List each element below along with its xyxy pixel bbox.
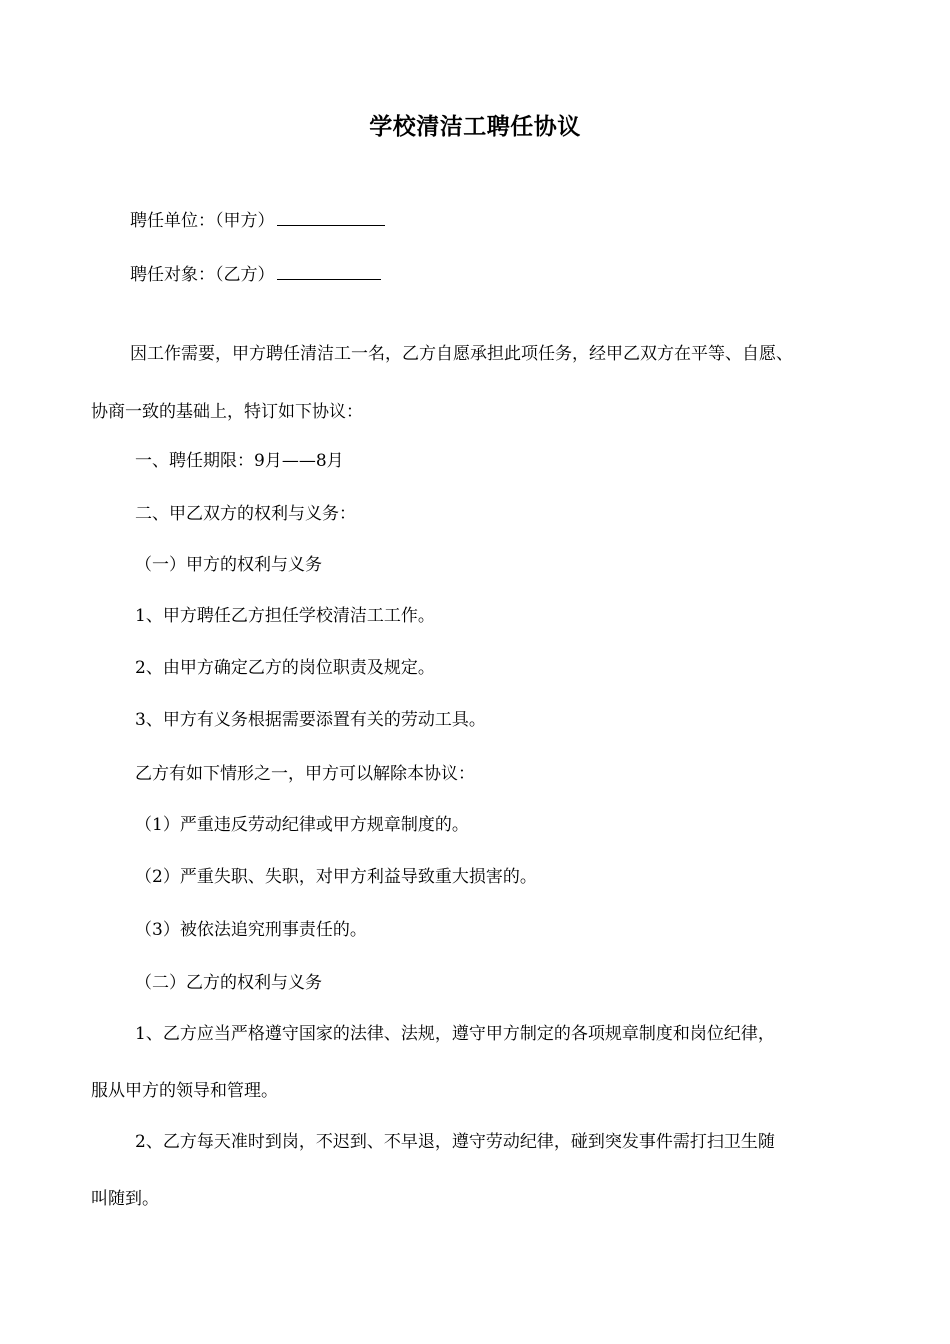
party-a-label: 聘任单位：（甲方） (130, 211, 275, 231)
sub-heading-party-a: （一）甲方的权利与义务 (135, 555, 322, 575)
intro-line-1: 因工作需要，甲方聘任清洁工一名，乙方自愿承担此项任务，经甲乙双方在平等、自愿、 (130, 344, 793, 364)
party-a-blank (277, 209, 385, 226)
party-b-item-1-line-1: 1、乙方应当严格遵守国家的法律、法规，遵守甲方制定的各项规章制度和岗位纪律， (135, 1024, 775, 1044)
termination-item-2: （2）严重失职、失职，对甲方利益导致重大损害的。 (135, 867, 537, 887)
party-b-label: 聘任对象：（乙方） (130, 265, 275, 285)
party-b-item-2-line-1: 2、乙方每天准时到岗，不迟到、不早退，遵守劳动纪律，碰到突发事件需打扫卫生随 (135, 1132, 775, 1152)
party-a-item-3: 3、甲方有义务根据需要添置有关的劳动工具。 (135, 710, 486, 730)
document-title: 学校清洁工聘任协议 (369, 114, 581, 140)
section-rights: 二、甲乙双方的权利与义务： (135, 504, 356, 524)
termination-intro: 乙方有如下情形之一，甲方可以解除本协议： (135, 764, 475, 784)
party-b-item-1-line-2: 服从甲方的领导和管理。 (91, 1081, 278, 1101)
party-a-line (130, 209, 385, 233)
termination-item-1: （1）严重违反劳动纪律或甲方规章制度的。 (135, 815, 469, 835)
party-b-item-2-line-2: 叫随到。 (91, 1189, 159, 1209)
termination-item-3: （3）被依法追究刑事责任的。 (135, 920, 367, 940)
party-a-item-2: 2、由甲方确定乙方的岗位职责及规定。 (135, 658, 435, 678)
intro-line-2: 协商一致的基础上，特订如下协议： (91, 402, 363, 422)
party-a-item-1: 1、甲方聘任乙方担任学校清洁工工作。 (135, 606, 435, 626)
sub-heading-party-b: （二）乙方的权利与义务 (135, 973, 322, 993)
section-term: 一、聘任期限：9月——8月 (135, 451, 344, 471)
party-b-line (130, 263, 381, 287)
party-b-blank (277, 263, 381, 280)
